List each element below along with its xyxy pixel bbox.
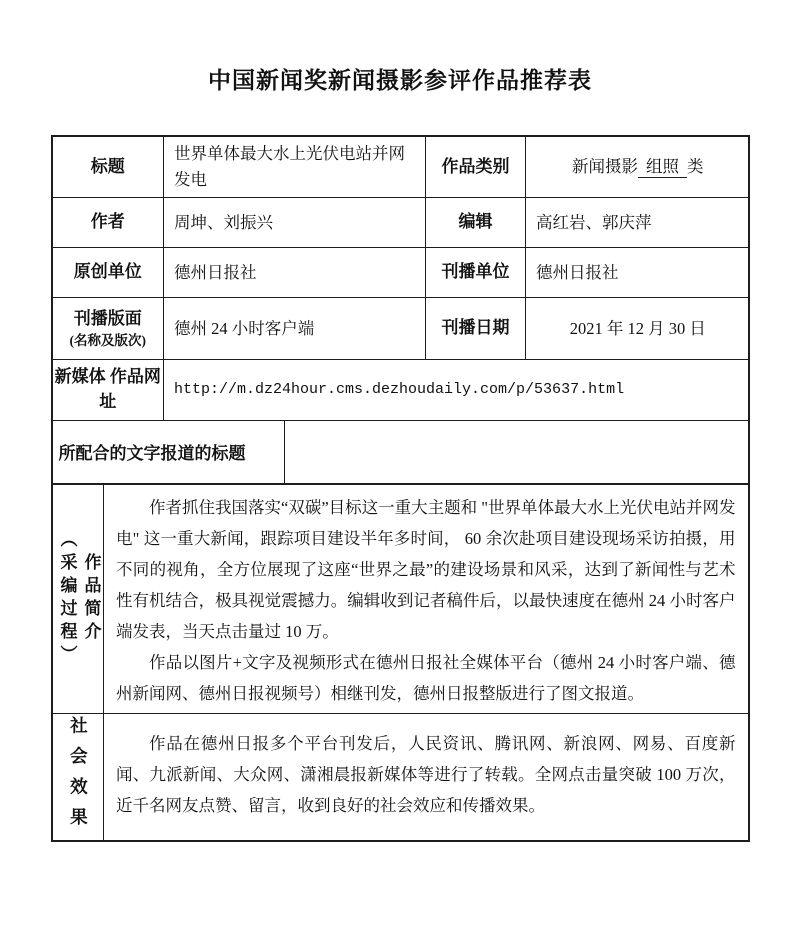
category-label: 作品类别 [426,136,526,198]
text-report-title-value [285,421,749,484]
category-underlined-value: 组照 [638,157,687,178]
title-label: 标题 [52,136,164,198]
author-value: 周坤、刘振兴 [164,198,426,248]
media-url-value: http://m.dz24hour.cms.dezhoudaily.com/p/53637.html [164,360,749,421]
work-intro-vertical-label [55,530,103,668]
table-row [52,248,749,298]
editor-label: 编辑 [426,198,526,248]
work-intro-content [104,484,749,714]
media-url-label-line1: 新媒体 [54,367,106,387]
publish-date-value: 2021 年 12 月 30 日 [526,298,749,360]
media-url-label [52,360,164,421]
title-value: 世界单体最大水上光伏电站并网发电 [164,136,426,198]
social-effect-paragraph: 作品在德州日报多个平台刊发后，人民资讯、腾讯网、新浪网、网易、百度新闻、九派新闻、大众网、潇湘晨报新媒体等进行了转载。全网点击量突破 100 万次，近千名网友点赞、留言，收到良好的社会效应和传播效果。 [116,734,736,815]
recommendation-form-table [51,135,750,842]
work-intro-label [52,484,104,714]
table-row [52,421,749,484]
editor-value: 高红岩、郭庆萍 [526,198,749,248]
category-value [526,136,749,198]
text-report-title-label: 所配合的文字报道的标题 [52,421,285,484]
work-intro-label-col1: 作品简介 [81,552,101,645]
layout-value: 德州 24 小时客户端 [164,298,426,360]
social-effect-label [52,713,104,841]
table-row [52,360,749,421]
layout-label-line2: (名称及版次) [69,333,146,349]
social-effect-vertical-label: 社会效果 [68,715,89,838]
origin-unit-value: 德州日报社 [164,248,426,298]
social-effect-content [104,713,749,841]
work-intro-label-col2: （采编过程） [57,529,77,668]
table-row [52,298,749,360]
table-row [52,136,749,198]
table-row [52,713,749,841]
publish-unit-label: 刊播单位 [426,248,526,298]
table-row [52,484,749,714]
origin-unit-label: 原创单位 [52,248,164,298]
category-prefix: 新闻摄影 [572,157,638,176]
publish-unit-value: 德州日报社 [526,248,749,298]
media-url-label-line2: 作品网址 [99,367,161,411]
work-intro-paragraph-2: 作品以图片+文字及视频形式在德州日报社全媒体平台（德州 24 小时客户端、德州新闻网、德州日报视频号）相继刊发，德州日报整版进行了图文报道。 [116,652,736,703]
author-label: 作者 [52,198,164,248]
page-title: 中国新闻奖新闻摄影参评作品推荐表 [208,68,592,93]
publish-date-label: 刊播日期 [426,298,526,360]
table-row [52,198,749,248]
layout-label-line1: 刊播版面 [73,309,142,329]
category-suffix: 类 [687,157,704,176]
work-intro-paragraph-1: 作者抓住我国落实“双碳”目标这一重大主题和 "世界单体最大水上光伏电站并网发电" 这一重大新闻，跟踪项目建设半年多时间， 60 余次赴项目建设现场采访拍摄，用不同的视角，全方位展现了这座“世界之最”的建设场景和风采，达到了新闻性与艺术性有机结合，极具视觉震撼力。编辑收到记者稿件后，以最快速度在德州 24 小时客户端发表，当天点击量过 10 万。 [116,497,736,641]
layout-label [52,298,164,360]
